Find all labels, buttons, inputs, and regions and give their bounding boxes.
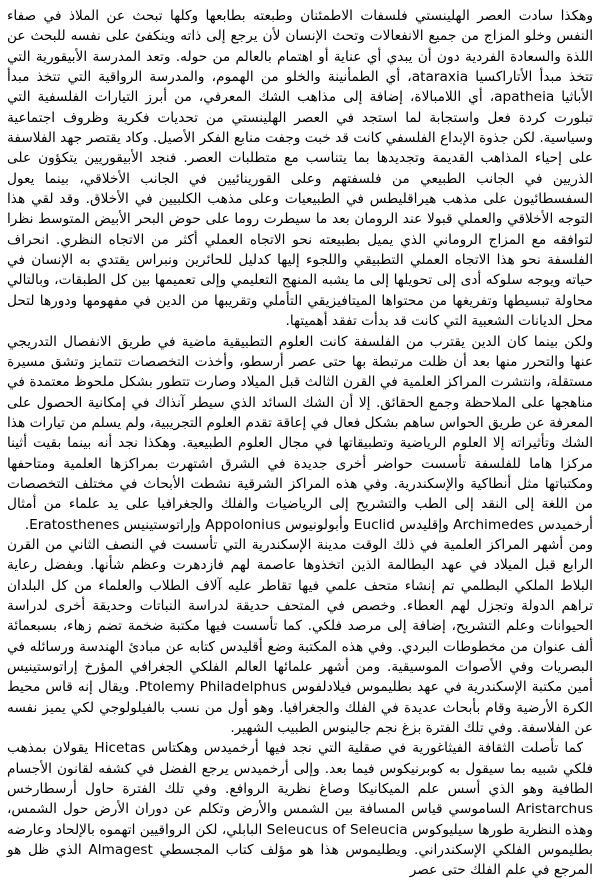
paragraph-applied-sciences: ولكن بينما كان الدين يقترب من الفلسفة كانت العلوم التطبيقية ماضية في طريق الانفصال التدريجي عنها والتحرر منها بعد أن ظلت مرتبطة بها حتى عصر أرسطو، وأخذت التخصصات تتمايز وتشق مسيرة مستقلة، وانتشرت المراكز العلمية في القرن الثالث قبل الميلاد وصارت تتطور بشكل ملحوظ معتمدة في مناهجها على الملاحظة وجمع الحقائق. إلا أن الشك السائد الذي سيطر آنذاك في إمكانية الحصول على المعرفة عن طريق الحواس ساهم بشكل فعال في إعاقة تقدم العلوم التجريبية، ولم يسلم من تيارات هذا الشك وتأثيراته إلا العلوم الرياضية وتطبيقاتها في مجال العلوم الطبيعية. وهكذا نجد أنه بينما بقيت أثينا مركزا هاما للفلسفة تأسست حواضر أخرى جديدة في الشرق اشتهرت بمراكزها العلمية ومتاحفها ومكتباتها مثل أنطاكية والإسكندرية. وفي هذه المراكز الشرقية نشطت الأبحاث في مختلف التخصصات من اللغة إلى النقد إلى الطب والتشريح إلى الرياضيات والفلك والجغرافيا على يد علماء من أمثال أرخميدس Archimedes وإقليدس Euclid وأبولونيوس Appolonius وإراتوستينيس Eratosthenes. xyxy=(7,333,593,533)
paragraph-alexandria: ومن أشهر المراكز العلمية في ذلك الوقت مدينة الإسكندرية التي تأسست في النصف الثاني من القرن الرابع قبل الميلاد في عهد البطالمة الذين اتخذوها عاصمة لهم فازدهرت وعظم شأنها. وبفضل رعاية البلاط الملكي البطلمي تم إنشاء متحف علمي فيها تقاطر عليه آلاف الطلاب والعلماء من كل البلدان تراهم الدولة وتجزل لهم العطاء. وخصص في المتحف حديقة لدراسة النباتات وحديقة أخرى لدراسة الحيوانات وعلم التشريح، إضافة إلى مرصد فلكي. كما تأسست فيها مكتبة ضخمة تضم زهاء، بسبعمائة ألف عنوان من مخطوطات البردي. وفي هذه المكتبة وضع أقليدس كتابه عن مبادئ الهندسة ورسائله في البصريات وفي الأصوات الموسيقية. ومن أشهر علمائها العالم الفلكي الجغرافي المؤرخ إراتوستينيس أمين مكتبة الإسكندرية في عهد بطليموس فيلادلفوس Ptolemy Philadelphus. ويقال إنه قاس محيط الكرة الأرضية وقام بأبحاث عديدة في الفلك والجغرافيا. وهو أول من نسب بالفيلولوجي لكي يميز نفسه عن الفلاسفة. وفي تلك الفترة بزغ نجم جالينوس الطبيب الشهير. xyxy=(7,536,593,737)
paragraph-sicily-astronomy: كما تأصلت الثقافة الفيثاغورية في صقلية التي نجد فيها أرخميدس وهكتاس Hicetas يقولان بمذهب فلكي شبيه بما سيقول به كوبرنيكوس فيما بعد. وإلى أرخميدس يرجع الفضل في كشفه لقانون الأجسام الطافية وهو الذي أسس علم الميكانيكا وصاغ نظرية الروافع. وفي تلك الفترة حاول أرسطارخس Aristarchus الساموسي قياس المسافة بين الشمس والأرض وتكلم عن دوران الأرض حول الشمس، وهذه النظرية طورها سيليوكوس Seleucus of Seleucia البابلي، لكن الرواقيين اتهموه بالإلحاد وعارضه بطليموس الفلكي الإسكندراني. ويطليموس هذا هو مؤلف كتاب المجسطي Almagest الذي ظل هو المرجع في علم الفلك حتى عصر xyxy=(7,740,593,879)
paragraph-hellenistic-philosophy: وهكذا سادت العصر الهلينستي فلسفات الاطمئنان وطبعته بطابعها وكلها تبحث عن الملاذ في صفاء النفس وخلو المزاج من جميع الانفعالات وتحث الإنسان لأن يرجع إلى ذاته وينكفئ على نفسه للبحث عن اللذة والسعادة الفردية دون أن يبدي أي عناية أو اهتمام بالعالم من حوله. وتعد المدرسة الأبيقورية التي تتخذ مبدأ الأتاراكسيا ataraxia، أي الطمأنينة والخلو من الهموم، والمدرسة الرواقية التي تتخذ مبدأ الأباثيا apatheia، أي اللامبالاة، إضافة إلى مذاهب الشك المعرفي، من أبرز التيارات الفلسفية التي تبلورت كردة فعل واستجابة لما استجد في العصر الهلينستي من تحديات فكرية وظروف اجتماعية وسياسية. لكن جذوة الإبداع الفلسفي كانت قد خبت وجفت منابع الفكر الأصيل. وكاد يقتصر جهد الفلاسفة على إحياء المذاهب القديمة وتجديدها بما يتناسب مع متطلبات العصر. فنجد الأبيقوريين يتكؤون على الذريين في الجانب الطبيعي من فلسفتهم وعلى القورينائيين في الجانب الأخلاقي، بينما يعول السفسطائيون على مذهب هيراقليطس في الطبيعيات وعلى مذهب الكلبيين في الأخلاق. وقد لقي هذا التوجه الأخلاقي والعملي قبولا عند الرومان بعد ما سيطرت روما على حوض البحر الأبيض المتوسط نظرا لتوافقه مع المزاج الروماني الذي يميل بطبيعته نحو الاتجاه العملي أكثر من الاتجاه النظري. انحراف الفلسفة نحو هذا الاتجاه العملي التطبيقي واللجوء إليها كدليل للحائرين ونبراس يقتدي به الإنسان في حياته ويوجه سلوكه أدى إلى تحويلها إلى ما يشبه المنهج التعليمي وإلى تعميمها بين كل الطبقات، وبالتالي محاولة تبسيطها وتفريغها من محتواها الميتافيزيقي التأملي وتقريبها من الدين في مفهومها ودورها لتحل محل الديانات الشعبية التي كانت قد بدأت تفقد أهميتها. xyxy=(7,8,593,330)
